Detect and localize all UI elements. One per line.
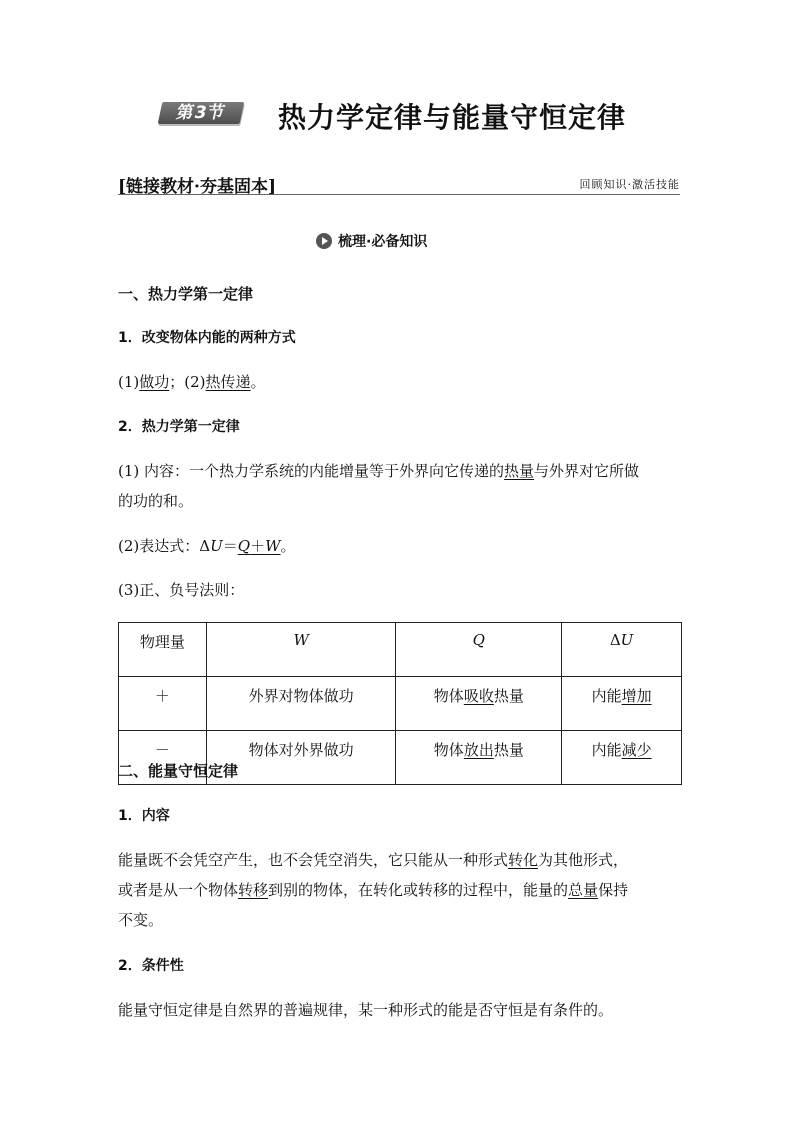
table-cell (562, 677, 682, 731)
part1-item2-heading: 2．热力学第一定律 (118, 419, 240, 435)
section-badge: 第3节 (158, 102, 245, 124)
answer-underline: 做功 (139, 373, 170, 391)
table-header-cell: 物理量 (119, 623, 207, 677)
text: 为其他形式， (538, 851, 629, 869)
text: 与外界对它所做 (534, 462, 640, 480)
text: (2)表达式：Δ (118, 537, 211, 555)
var: W (265, 537, 281, 555)
table-cell (562, 731, 682, 785)
text: 物体 (433, 741, 464, 759)
answer-underline: 增加 (621, 687, 652, 705)
part2-item1-heading: 1．内容 (118, 808, 170, 824)
table-cell: 外界对物体做功 (206, 677, 396, 731)
conservation-line-1 (118, 849, 628, 870)
part2-heading: 二、能量守恒定律 (118, 762, 239, 780)
text: ；(2) (169, 373, 206, 391)
var: U (210, 537, 223, 555)
text: 内能 (591, 687, 622, 705)
section-tagline: 回顾知识·激活技能 (579, 178, 680, 191)
answer-underline: 转化 (508, 851, 539, 869)
part2-item2-heading: 2．条件性 (118, 958, 184, 974)
text: 保持 (598, 881, 629, 899)
sign-rule-heading: (3)正、负号法则： (118, 581, 245, 599)
var: Q (237, 537, 251, 555)
text: 内能 (591, 741, 622, 759)
table-cell (396, 731, 562, 785)
page-title: 热力学定律与能量守恒定律 (278, 101, 627, 134)
answer-underline: 吸收 (463, 687, 494, 705)
text: 热量 (493, 687, 524, 705)
text: 或者是从一个物体 (118, 881, 239, 899)
text: 到别的物体，在转化或转移的过程中，能量的 (268, 881, 569, 899)
text: ＝ (222, 537, 238, 555)
sub-heading (316, 231, 427, 251)
sub-heading-label: 梳理·必备知识 (338, 234, 428, 250)
text: 热量 (493, 741, 524, 759)
conservation-line-3: 不变。 (118, 911, 164, 929)
section-label: [链接教材·夯基固本] (118, 177, 277, 197)
text: 能量既不会凭空产生，也不会凭空消失，它只能从一种形式 (118, 851, 509, 869)
table-cell: － (119, 731, 207, 785)
text: 。 (280, 537, 296, 555)
answer-underline: 总量 (568, 881, 599, 899)
text: ＋ (250, 537, 266, 555)
table-header-cell: W (206, 623, 396, 677)
title-row (160, 96, 660, 136)
part1-heading: 一、热力学第一定律 (118, 285, 254, 303)
table-header-cell: Q (396, 623, 562, 677)
answer-underline: 热传递 (205, 373, 251, 391)
condition-line: 能量守恒定律是自然界的普遍规律，某一种形式的能是否守恒是有条件的。 (118, 1001, 614, 1019)
answer-underline: 热量 (504, 462, 535, 480)
content-line-1 (118, 460, 639, 481)
table-row (119, 677, 682, 731)
text: (1) 内容：一个热力学系统的内能增量等于外界向它传递的 (118, 462, 505, 480)
table-header-row (119, 623, 682, 677)
expression-line (118, 535, 296, 556)
text: (1) (118, 373, 140, 391)
section-bar (118, 172, 680, 195)
text: 物体 (433, 687, 464, 705)
ways-line (118, 371, 266, 392)
table-header-cell: ΔU (562, 623, 682, 677)
conservation-line-2 (118, 879, 628, 900)
answer-underline: 减少 (621, 741, 652, 759)
content-line-2: 的功的和。 (118, 492, 194, 510)
answer-underline: 放出 (463, 741, 494, 759)
table-cell (396, 677, 562, 731)
play-circle-icon (316, 233, 332, 249)
table-cell: ＋ (119, 677, 207, 731)
part1-item1-heading: 1．改变物体内能的两种方式 (118, 330, 296, 346)
text: 。 (250, 373, 266, 391)
table-cell: 物体对外界做功 (206, 731, 396, 785)
answer-underline: 转移 (238, 881, 269, 899)
